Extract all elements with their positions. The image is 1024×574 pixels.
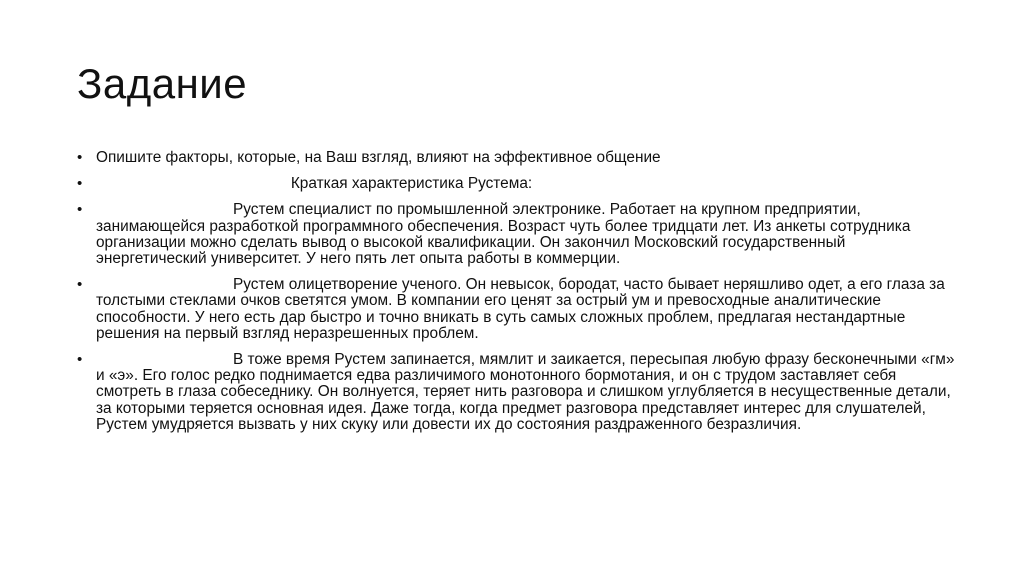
bullet-item-profile	[77, 202, 957, 267]
bullet-item-communication	[77, 352, 957, 433]
bullet-icon: •	[77, 351, 83, 369]
bullet-text: Краткая характеристика Рустема:	[290, 175, 533, 193]
bullet-text: Рустем олицетворение ученого. Он невысок, бородат, часто бывает неряшливо одет, а его глаза за толстыми стеклами очков светятся умом. В компании его ценят за острый ум и превосходные аналитические способности. У него есть дар быстро и точно вникать в суть самых сложных проблем, предлагая нестандартные решения на первый взгляд неразрешенных проблем.	[96, 276, 945, 342]
slide-title: Задание	[77, 60, 248, 107]
bullet-icon: •	[77, 149, 83, 166]
bullet-text: Опишите факторы, которые, на Ваш взгляд, влияют на эффективное общение	[96, 149, 661, 166]
bullet-list	[77, 150, 957, 433]
bullet-text: Рустем специалист по промышленной электронике. Работает на крупном предприятии, занимающейся разработкой программного обеспечения. Возраст чуть более тридцати лет. Из анкеты сотрудника организации можно сделать вывод о высокой квалификации. Он закончил Московский государственный энергетический университет. У него пять лет опыта работы в коммерции.	[96, 201, 911, 268]
bullet-icon: •	[77, 276, 83, 294]
bullet-icon: •	[77, 201, 83, 219]
bullet-item-heading	[77, 176, 957, 192]
bullet-item-scientist	[77, 277, 957, 342]
bullet-icon: •	[77, 175, 83, 193]
bullet-item-task	[77, 150, 957, 166]
bullet-text: В тоже время Рустем запинается, мямлит и заикается, пересыпая любую фразу бесконечными «гм» и «э». Его голос редко поднимается едва различимого монотонного бормотания, и он с трудом заставляет себя смотреть в глаза собеседнику. Он волнуется, теряет нить разговора и слишком углубляется в несущественные детали, за которыми теряется основная идея. Даже тогда, когда предмет разговора представляет интерес для слушателей, Рустем умудряется вызвать у них скуку или довести их до состояния раздраженного безразличия.	[96, 351, 955, 433]
